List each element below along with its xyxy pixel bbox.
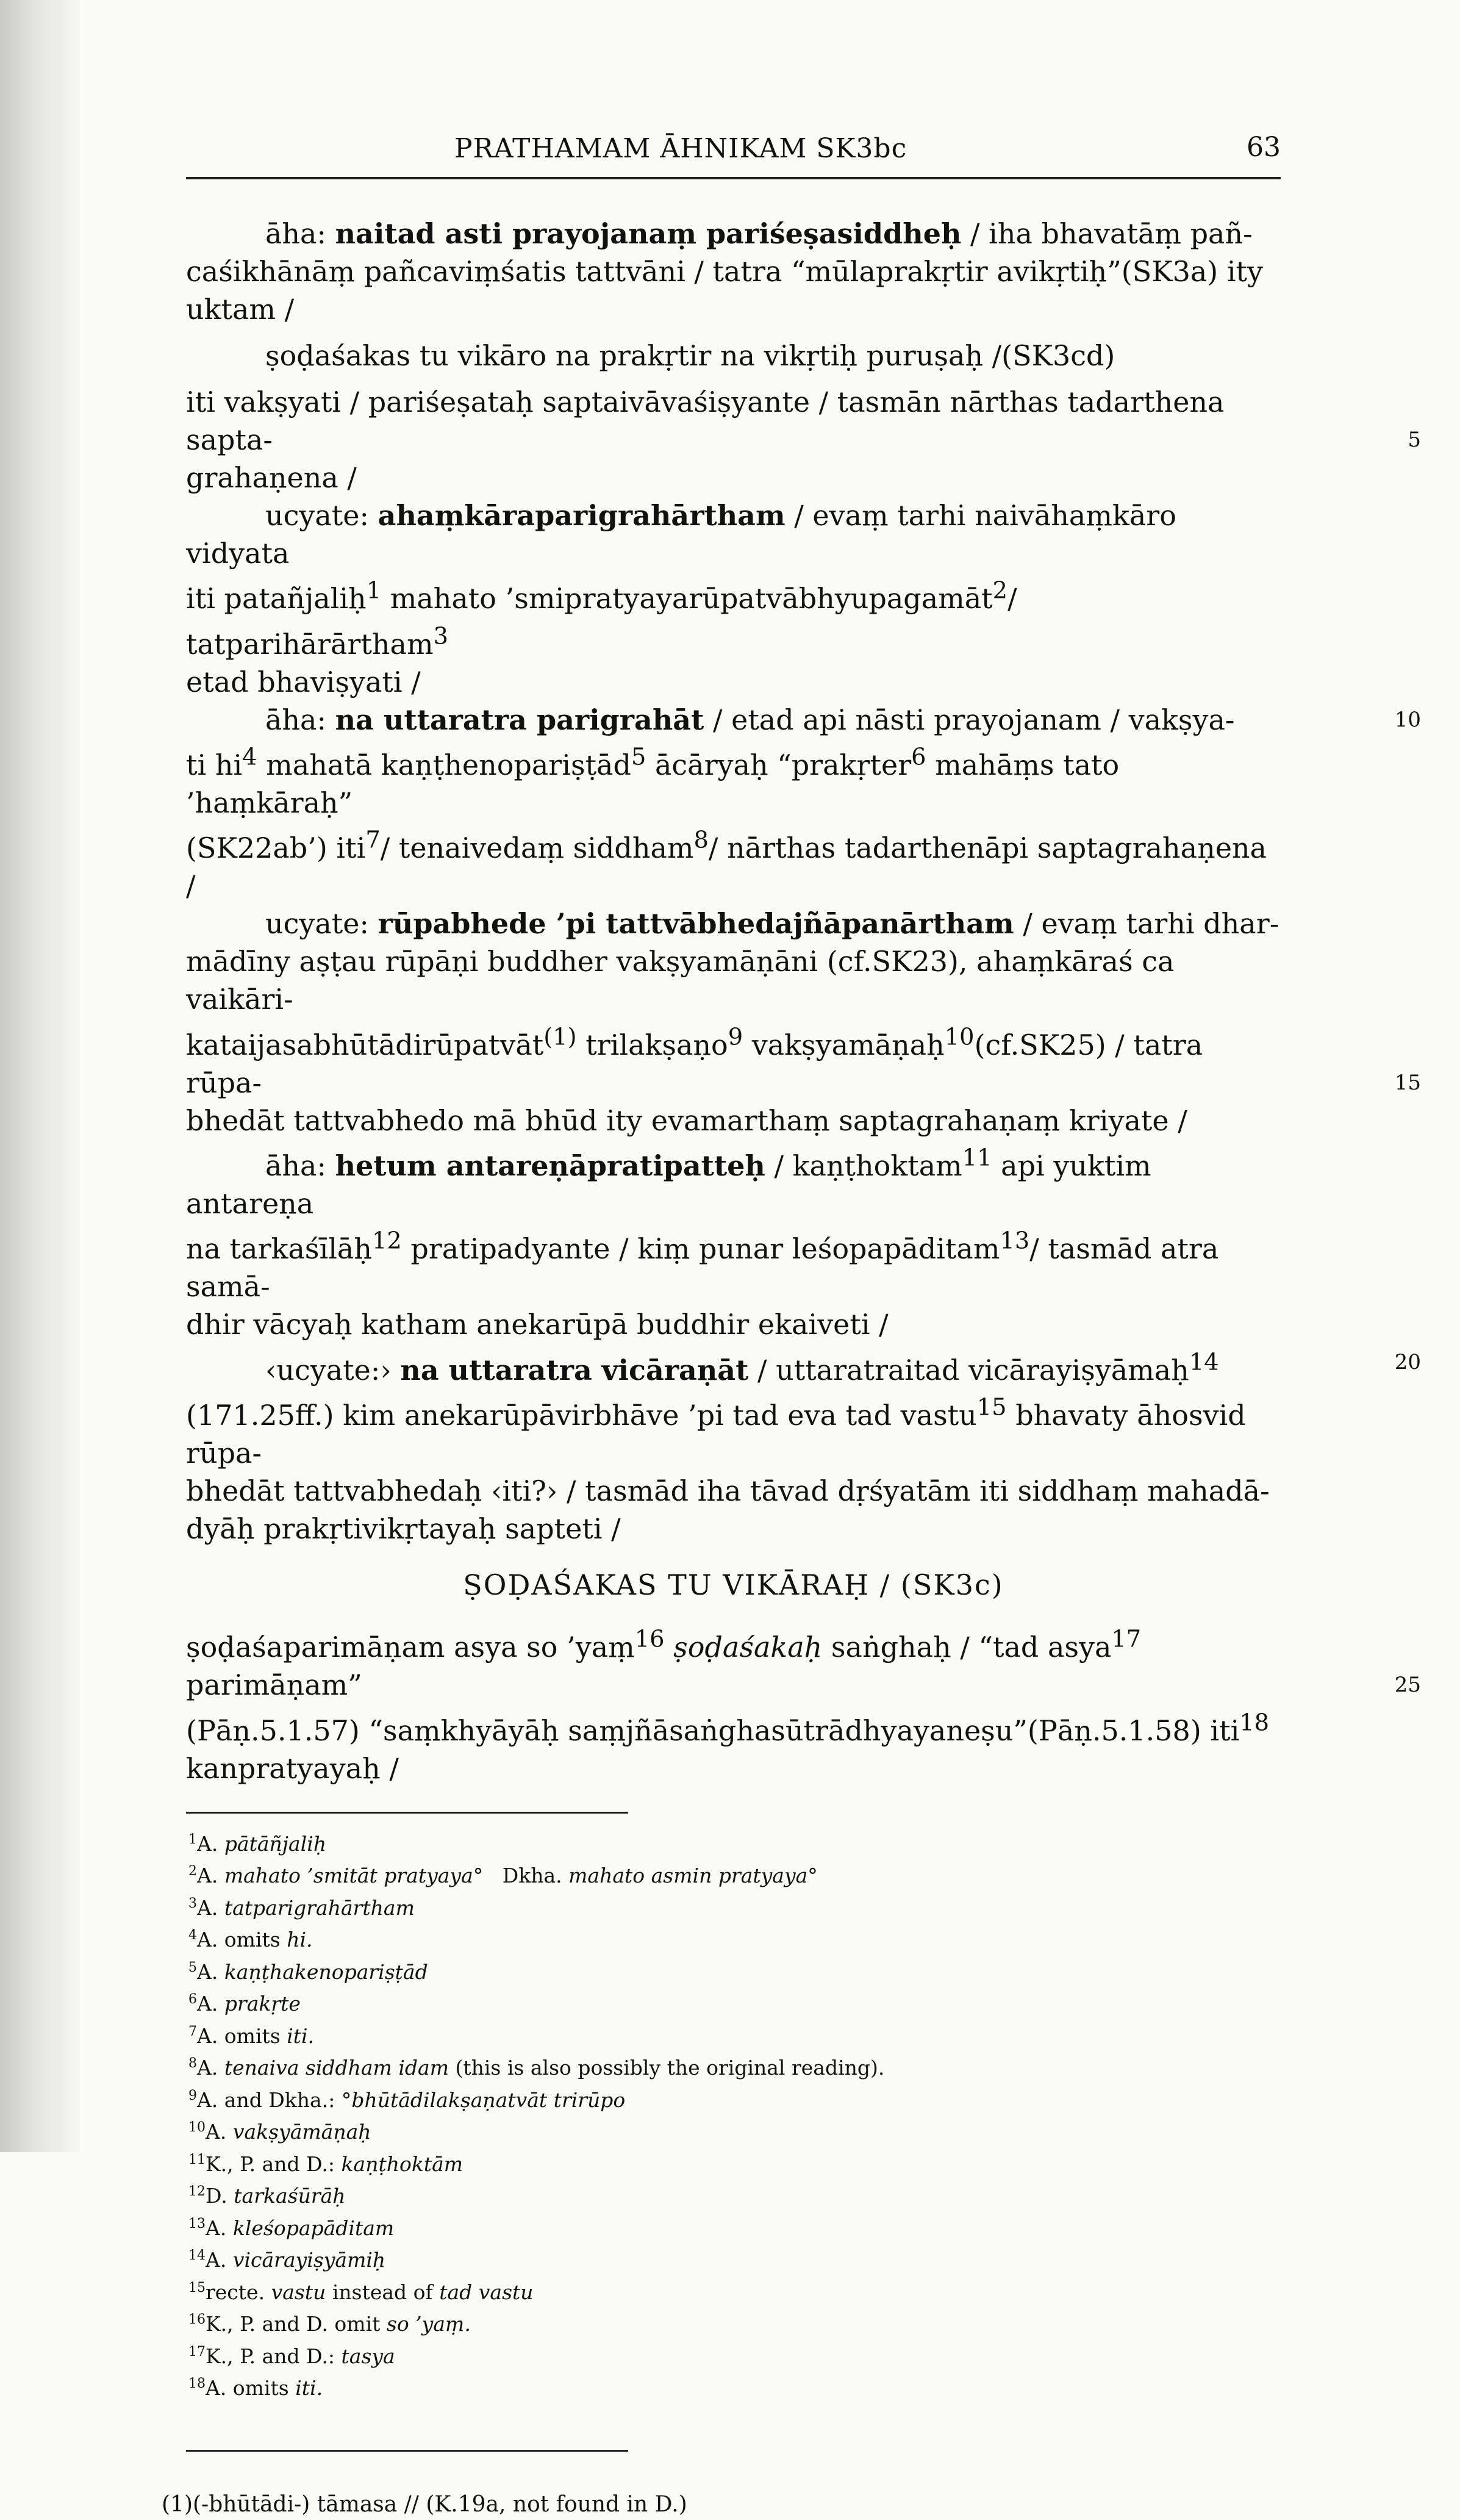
footnote: $^{15}$recte. vastu instead of tad vastu [188,2280,534,2304]
text-line-content: āha: naitad asti prayojanaṃ pariśeṣasiddheḥ / iha bhavatāṃ pañ- [265,217,1253,250]
text-line-content: kataijasabhūtādirūpatvāt$^{(1)}$ trilakṣaṇo$^9$ vakṣyamāṇaḥ$^{10}$(cf.SK25) / tatra rūpa- [186,1023,1203,1099]
scan-edge-shadow [0,0,79,2152]
text-line-content: kanpratyayaḥ / [186,1751,399,1785]
text-line [186,942,1281,1018]
text-line [186,739,1281,822]
footnote: $^{11}$K., P. and D.: kaṇṭhoktām [188,2152,463,2176]
text-line-content: ti $hi^4$ mahatā kaṇṭhenopariṣṭād$^5$ ācāryaḥ “prakṛter$^6$ mahāṃs tato ’haṃkāraḥ” [186,743,1120,819]
text-line-content: ucyate: ahaṃkāraparigrahārtham / evaṃ tarhi naivāhaṃkāro vidyata [186,499,1176,570]
footnote: $^8$A. tenaiva siddham idam (this is also possibly the original reading). [188,2056,885,2080]
section-heading: ṢOḌAŚAKAS TU VIKĀRAḤ / (SK3c) [463,1568,1004,1601]
footnote: $^4$A. omits hi. [188,1928,313,1952]
line-number: 15 [1394,1070,1421,1095]
text-line [186,215,1281,253]
text-line-content: iti vakṣyati / pariśeṣataḥ saptaivāvaśiṣyante / tasmān nārthas tadarthena sapta- [186,386,1225,456]
running-title: PRATHAMAM ĀHNIKAM SK3bc [454,133,907,164]
footnote: $^{14}$A. vicārayiṣyāmiḥ [188,2248,386,2272]
text-line [186,383,1421,459]
page-number: 63 [1247,132,1281,163]
text-line [186,1140,1281,1222]
text-line [186,822,1281,905]
text-line-content: āha: hetum antareṇāpratipatteḥ / kaṇṭhoktam$^{11}$ api yuktim antareṇa [186,1144,1151,1220]
endnote-rule [186,2450,628,2452]
footnote: $^7$A. omits iti. [188,2023,315,2048]
text-line-content: āha: na uttaratra parigrahāt / etad api nāsti prayojanam / vakṣya- [265,703,1235,736]
text-line-content: bhedāt tattvabhedo mā bhūd ity evamarthaṃ saptagrahaṇaṃ kriyate / [186,1104,1187,1137]
text-line [186,1510,1281,1548]
footnote: $^5$A. kaṇṭhakenopariṣṭād [188,1959,428,1984]
text-line [186,337,1281,375]
text-line-content: mādīny aṣṭau rūpāṇi buddher vakṣyamāṇāni (cf.SK23), ahaṃkāraś ca vaikāri- [186,945,1175,1016]
text-line [186,572,1281,663]
text-line-content: na tarkaśīlāḥ$^{12}$ pratipadyante / kiṃ punar leśopapāditam$^{13}$/ tasmād atra samā- [186,1227,1219,1304]
text-line-content: (SK22ab’) iti$^7$/ tenaivedaṃ siddham$^8$/ nārthas tadarthenāpi saptagrahaṇena / [186,826,1267,903]
text-line [186,1018,1421,1101]
footnote: $^9$A. and Dkha.: °bhūtādilakṣaṇatvāt trirūpo [188,2087,626,2112]
text-line-content: etad bhaviṣyati / [186,665,421,698]
text-line-content: ucyate: rūpabhede ’pi tattvābhedajñāpanārtham / evaṃ tarhi dhar- [265,907,1279,941]
endnote: (1)(-bhūtādi-) tāmasa // (K.19a, not found in D.) [162,2491,687,2517]
running-header [186,122,1281,179]
text-line-content: (Pāṇ.5.1.57) “saṃkhyāyāḥ saṃjñāsaṅghasūtrādhyayaneṣu”(Pāṇ.5.1.58) iti$^{18}$ [186,1709,1270,1747]
text-line [186,290,1281,328]
text-line [186,905,1281,942]
text-block-1 [186,215,1421,1548]
footnote: $^2$A. mahato ’smitāt pratyaya° Dkha. mahato asmin pratyaya° [188,1864,818,1888]
text-line [186,1621,1421,1704]
text-line-content: caśikhānāṃ pañcaviṃśatis tattvāni / tatra “mūlaprakṛtir avikṛtiḥ”(SK3a) ity [186,255,1264,288]
text-line-content: iti patañjaliḥ$^1$ mahato ’smipratyayarūpatvābhyupagamāt$^2$/ tatparihārārtham$^3$ [186,577,1017,661]
text-line [186,1305,1281,1343]
footnote: $^{18}$A. omits iti. [188,2376,323,2400]
line-number: 10 [1394,707,1421,732]
page [162,122,1421,2520]
text-line [186,1704,1281,1749]
text-line [186,497,1281,572]
text-line [186,663,1281,701]
text-line [186,1389,1281,1472]
text-line [186,459,1281,497]
text-line [186,1222,1281,1305]
footnote: $^{17}$K., P. and D.: tasya [188,2344,395,2368]
text-line [186,253,1281,290]
footnote: $^{12}$D. tarkaśūrāḥ [188,2184,346,2208]
text-line [186,1750,1281,1787]
text-block-2 [186,1621,1421,1787]
text-line-content: dyāḥ prakṛtivikṛtayaḥ sapteti / [186,1512,621,1545]
footnote: $^1$A. pātāñjaliḥ [188,1831,327,1856]
text-line [186,1472,1281,1510]
main-text [186,215,1421,1787]
text-line-content: ṣoḍaśakas tu vikāro na prakṛtir na vikṛtiḥ puruṣaḥ /(SK3cd) [265,339,1115,372]
footnote: $^{10}$A. vakṣyāmāṇaḥ [188,2120,371,2144]
text-line-content: grahaṇena / [186,461,357,494]
line-number: 25 [1394,1673,1421,1698]
line-number: 20 [1394,1350,1421,1375]
text-line-content: ṣoḍaśaparimāṇam asya so ’yaṃ$^{16}$ ṣoḍaśakaḥ saṅghaḥ / “tad asya$^{17}$ parimāṇam” [186,1625,1142,1702]
footnote: $^{13}$A. kleśopapāditam [188,2216,395,2240]
text-line-content: (171.25ff.) kim anekarūpāvirbhāve ’pi tad eva tad vastu$^{15}$ bhavaty āhosvid rūpa- [186,1393,1246,1470]
text-line-content: dhir vācyaḥ katham anekarūpā buddhir ekaiveti / [186,1308,889,1341]
footnote: $^{16}$K., P. and D. omit so ’yaṃ. [188,2312,471,2336]
text-line-content: ‹ucyate:› na uttaratra vicāraṇāt / uttaratraitad vicārayiṣyāmaḥ$^{14}$ [265,1348,1219,1387]
footnote: $^6$A. prakṛte [188,1992,301,2016]
footnotes [186,1826,1281,2402]
text-line [186,1102,1281,1140]
text-line-content: bhedāt tattvabhedaḥ ‹iti?› / tasmād iha tāvad dṛśyatām iti siddhaṃ mahadā- [186,1474,1270,1507]
text-line [186,1343,1421,1388]
line-number: 5 [1408,428,1421,452]
text-line [186,701,1421,739]
footnote: $^3$A. tatparigrahārtham [188,1895,415,1920]
text-line-content: uktam / [186,293,295,326]
footnote-rule [186,1812,628,1814]
